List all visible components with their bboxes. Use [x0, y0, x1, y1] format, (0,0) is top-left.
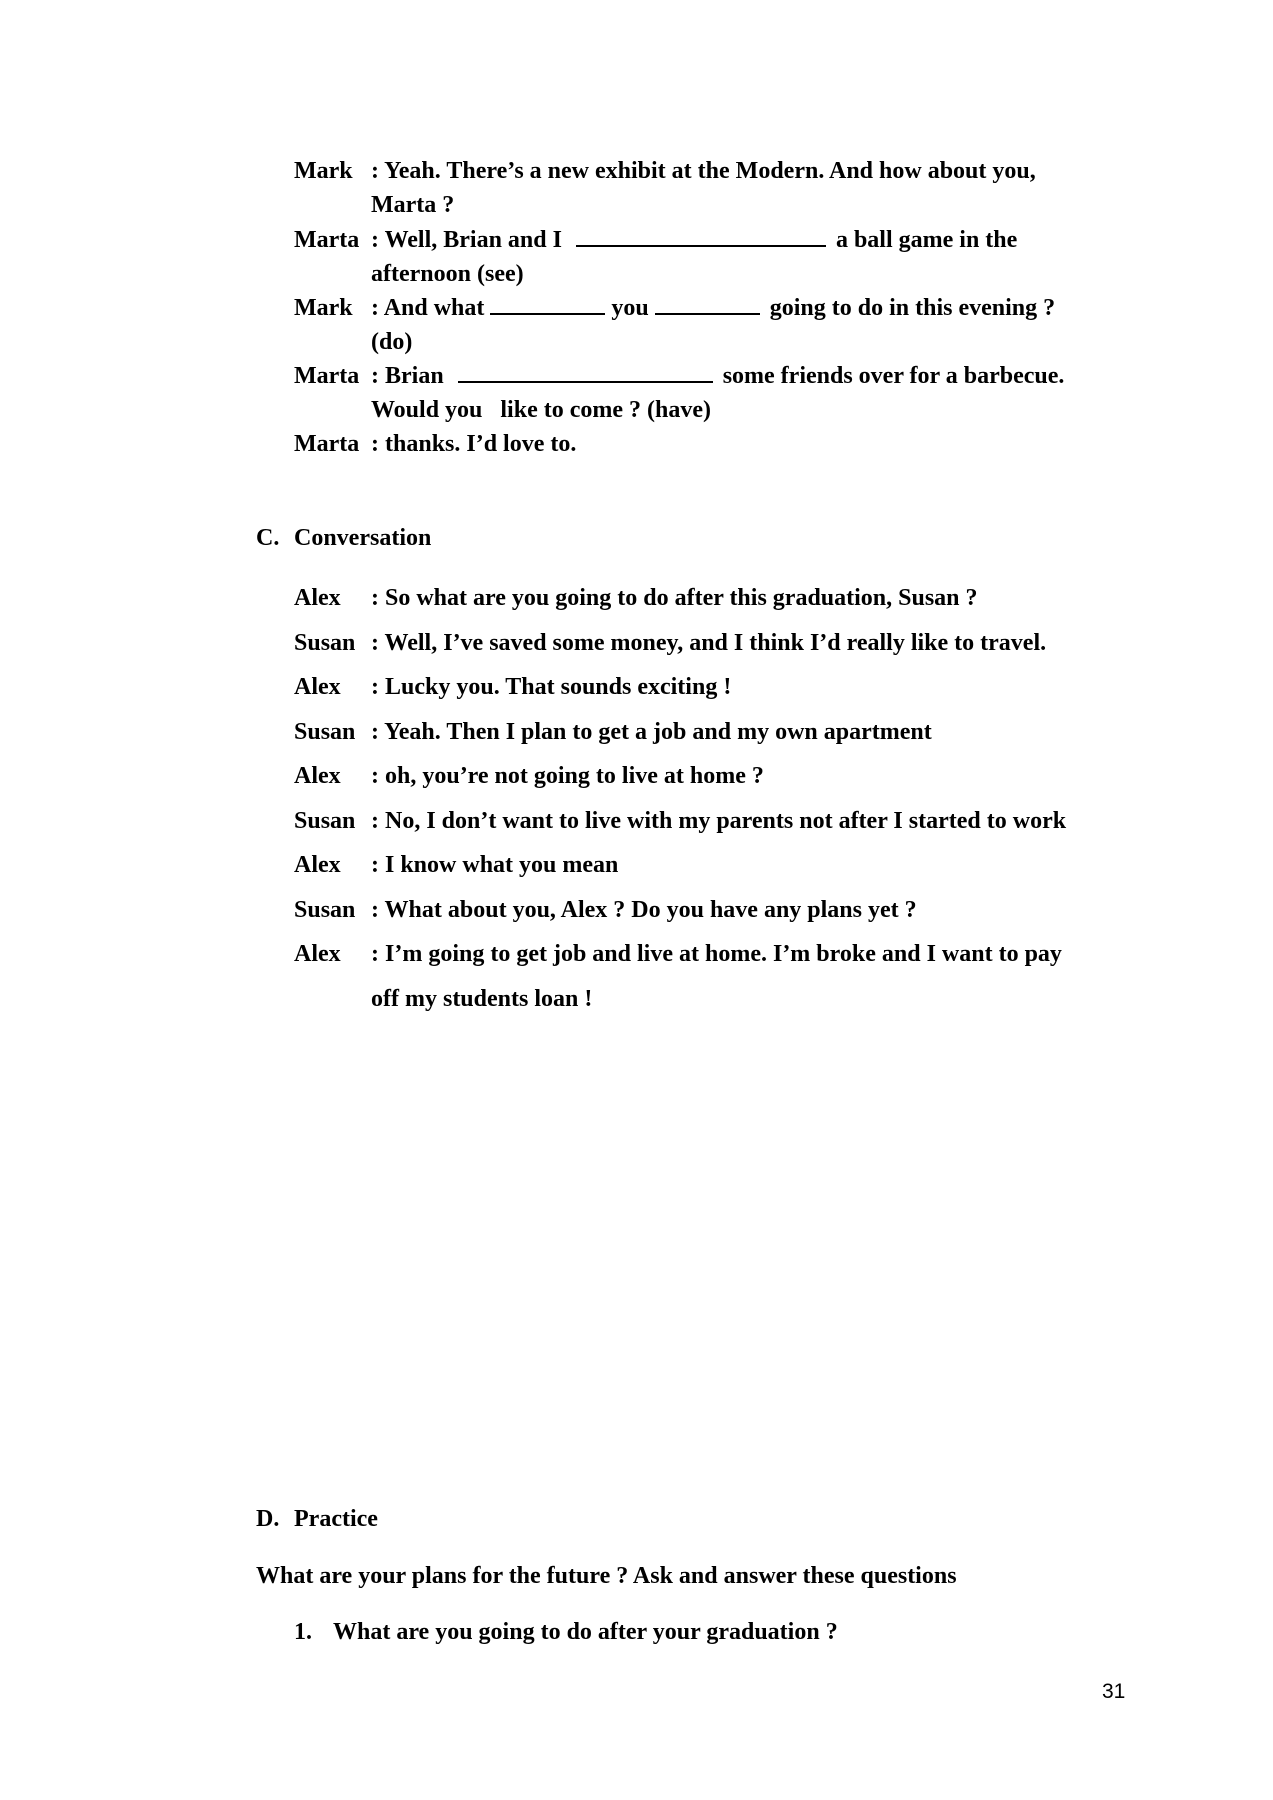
text: Well, Brian and I: [384, 227, 562, 253]
dialogue-line: [294, 226, 1018, 254]
speaker: Susan: [294, 719, 356, 745]
section-heading: [256, 524, 432, 552]
answer-blank[interactable]: [458, 367, 713, 383]
colon: :: [371, 295, 379, 321]
continuation: Would you like to come ? (have): [371, 397, 711, 423]
conversation-line: [294, 940, 1062, 968]
section-label: C.: [256, 525, 280, 551]
page-number: 31: [1102, 1680, 1126, 1703]
text: you: [611, 295, 649, 321]
instruction: What are your plans for the future ? Ask and answer these questions: [256, 1563, 957, 1589]
colon: :: [371, 158, 379, 184]
speaker: Marta: [294, 227, 360, 253]
text: some friends over for a barbecue.: [722, 363, 1065, 389]
speaker: Mark: [294, 158, 353, 184]
dialogue-line: [294, 157, 1036, 185]
utterance: [371, 362, 1064, 390]
text: Brian: [385, 363, 444, 389]
section-heading: [256, 1505, 378, 1533]
utterance: [371, 226, 1017, 254]
text: thanks. I’d love to.: [385, 431, 577, 457]
speaker: Alex: [294, 674, 341, 700]
conversation-line: [294, 629, 1047, 657]
continuation: afternoon (see): [371, 261, 524, 287]
continuation: Marta ?: [371, 192, 455, 218]
answer-blank[interactable]: [576, 231, 826, 247]
utterance: : Yeah. Then I plan to get a job and my own apartment: [371, 719, 932, 745]
dialogue-line: [294, 362, 1065, 390]
utterance: [371, 157, 1036, 185]
conversation-line: [294, 896, 917, 924]
utterance: : Well, I’ve saved some money, and I think I’d really like to travel.: [371, 630, 1047, 656]
colon: :: [371, 227, 379, 253]
dialogue-line: [294, 294, 1056, 322]
utterance: : oh, you’re not going to live at home ?: [371, 763, 764, 789]
speaker: Mark: [294, 295, 353, 321]
utterance: [371, 430, 576, 458]
utterance: [371, 294, 1055, 322]
text: Yeah. There’s a new exhibit at the Modern. And how about you,: [384, 158, 1036, 184]
conversation-line: [294, 718, 932, 746]
speaker: Alex: [294, 941, 341, 967]
speaker: Susan: [294, 808, 356, 834]
conversation-line: [294, 807, 1067, 835]
speaker: Marta: [294, 363, 360, 389]
section-title: Practice: [294, 1506, 378, 1532]
conversation-line: [294, 673, 732, 701]
question-item: [294, 1618, 838, 1646]
speaker: Susan: [294, 630, 356, 656]
continuation: (do): [371, 329, 413, 355]
answer-blank[interactable]: [490, 299, 605, 315]
speaker: Alex: [294, 585, 341, 611]
section-label: D.: [256, 1506, 280, 1532]
utterance: : I know what you mean: [371, 852, 619, 878]
utterance: : Lucky you. That sounds exciting !: [371, 674, 732, 700]
text: a ball game in the: [835, 227, 1018, 253]
answer-blank[interactable]: [655, 299, 760, 315]
text: And what: [383, 295, 485, 321]
utterance: : What about you, Alex ? Do you have any plans yet ?: [371, 897, 917, 923]
speaker: Susan: [294, 897, 356, 923]
utterance: : So what are you going to do after this graduation, Susan ?: [371, 585, 978, 611]
utterance: : No, I don’t want to live with my parents not after I started to work: [371, 808, 1067, 834]
utterance: : I’m going to get job and live at home. I’m broke and I want to pay: [371, 941, 1062, 967]
colon: :: [371, 431, 379, 457]
question-text: What are you going to do after your graduation ?: [333, 1619, 838, 1645]
continuation: off my students loan !: [371, 986, 593, 1012]
conversation-line: [294, 584, 978, 612]
speaker: Marta: [294, 431, 360, 457]
conversation-line: [294, 762, 764, 790]
speaker: Alex: [294, 852, 341, 878]
dialogue-line: [294, 430, 577, 458]
section-title: Conversation: [294, 525, 432, 551]
text: going to do in this evening ?: [769, 295, 1056, 321]
conversation-line: [294, 851, 619, 879]
question-number: 1.: [294, 1619, 312, 1645]
speaker: Alex: [294, 763, 341, 789]
colon: :: [371, 363, 379, 389]
